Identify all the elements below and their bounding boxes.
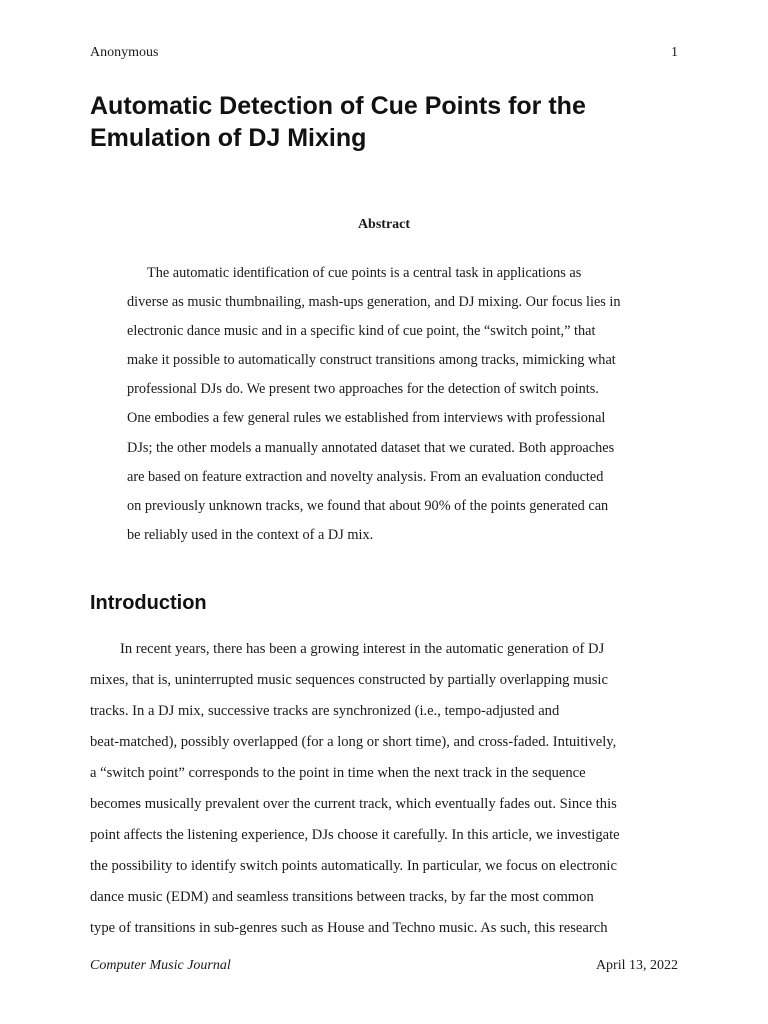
abstract-line: on previously unknown tracks, we found that about 90% of the points generated can (127, 497, 609, 514)
paper-title (90, 90, 690, 154)
body-line: becomes musically prevalent over the current track, which eventually fades out. Since this (90, 796, 617, 812)
introduction-heading: Introduction (90, 592, 207, 614)
body-line: mixes, that is, uninterrupted music sequences constructed by partially overlapping music (90, 672, 608, 688)
abstract-line: DJs; the other models a manually annotated dataset that we curated. Both approaches (127, 439, 615, 456)
title-line: Emulation of DJ Mixing (90, 124, 367, 152)
body-line: In recent years, there has been a growing interest in the automatic generation of DJ (120, 641, 605, 657)
footer-date: April 13, 2022 (595, 958, 678, 973)
body-line: type of transitions in sub-genres such as House and Techno music. As such, this research (90, 920, 608, 936)
running-footer (90, 958, 678, 974)
abstract-line: are based on feature extraction and novelty analysis. From an evaluation conducted (127, 468, 604, 485)
introduction-body (90, 634, 690, 944)
body-line: beat-matched), possibly overlapped (for a long or short time), and cross-faded. Intuitively, (90, 734, 617, 750)
footer-journal: Computer Music Journal (90, 958, 231, 973)
body-line: dance music (EDM) and seamless transitions between tracks, by far the most common (90, 889, 594, 905)
body-line: a “switch point” corresponds to the point in time when the next track in the sequence (90, 765, 586, 781)
abstract-body (127, 259, 647, 550)
title-line: Automatic Detection of Cue Points for the (90, 92, 586, 120)
abstract-line: professional DJs do. We present two approaches for the detection of switch points. (127, 381, 599, 398)
abstract-line: One embodies a few general rules we established from interviews with professional (127, 410, 606, 427)
abstract-line: The automatic identification of cue points is a central task in applications as (147, 265, 582, 281)
header-author: Anonymous (90, 45, 159, 60)
running-header (90, 45, 678, 61)
body-line: tracks. In a DJ mix, successive tracks are synchronized (i.e., tempo-adjusted and (90, 703, 560, 719)
abstract-line: make it possible to automatically construct transitions among tracks, mimicking what (127, 352, 616, 369)
body-line: point affects the listening experience, DJs choose it carefully. In this article, we investigate (90, 827, 620, 843)
abstract-line: electronic dance music and in a specific kind of cue point, the “switch point,” that (127, 323, 596, 340)
abstract-heading: Abstract (357, 217, 411, 232)
body-line: the possibility to identify switch points automatically. In particular, we focus on electronic (90, 858, 617, 874)
abstract-line: diverse as music thumbnailing, mash-ups generation, and DJ mixing. Our focus lies in (127, 294, 621, 311)
abstract-line: be reliably used in the context of a DJ mix. (127, 526, 374, 543)
header-page-number: 1 (671, 45, 678, 60)
